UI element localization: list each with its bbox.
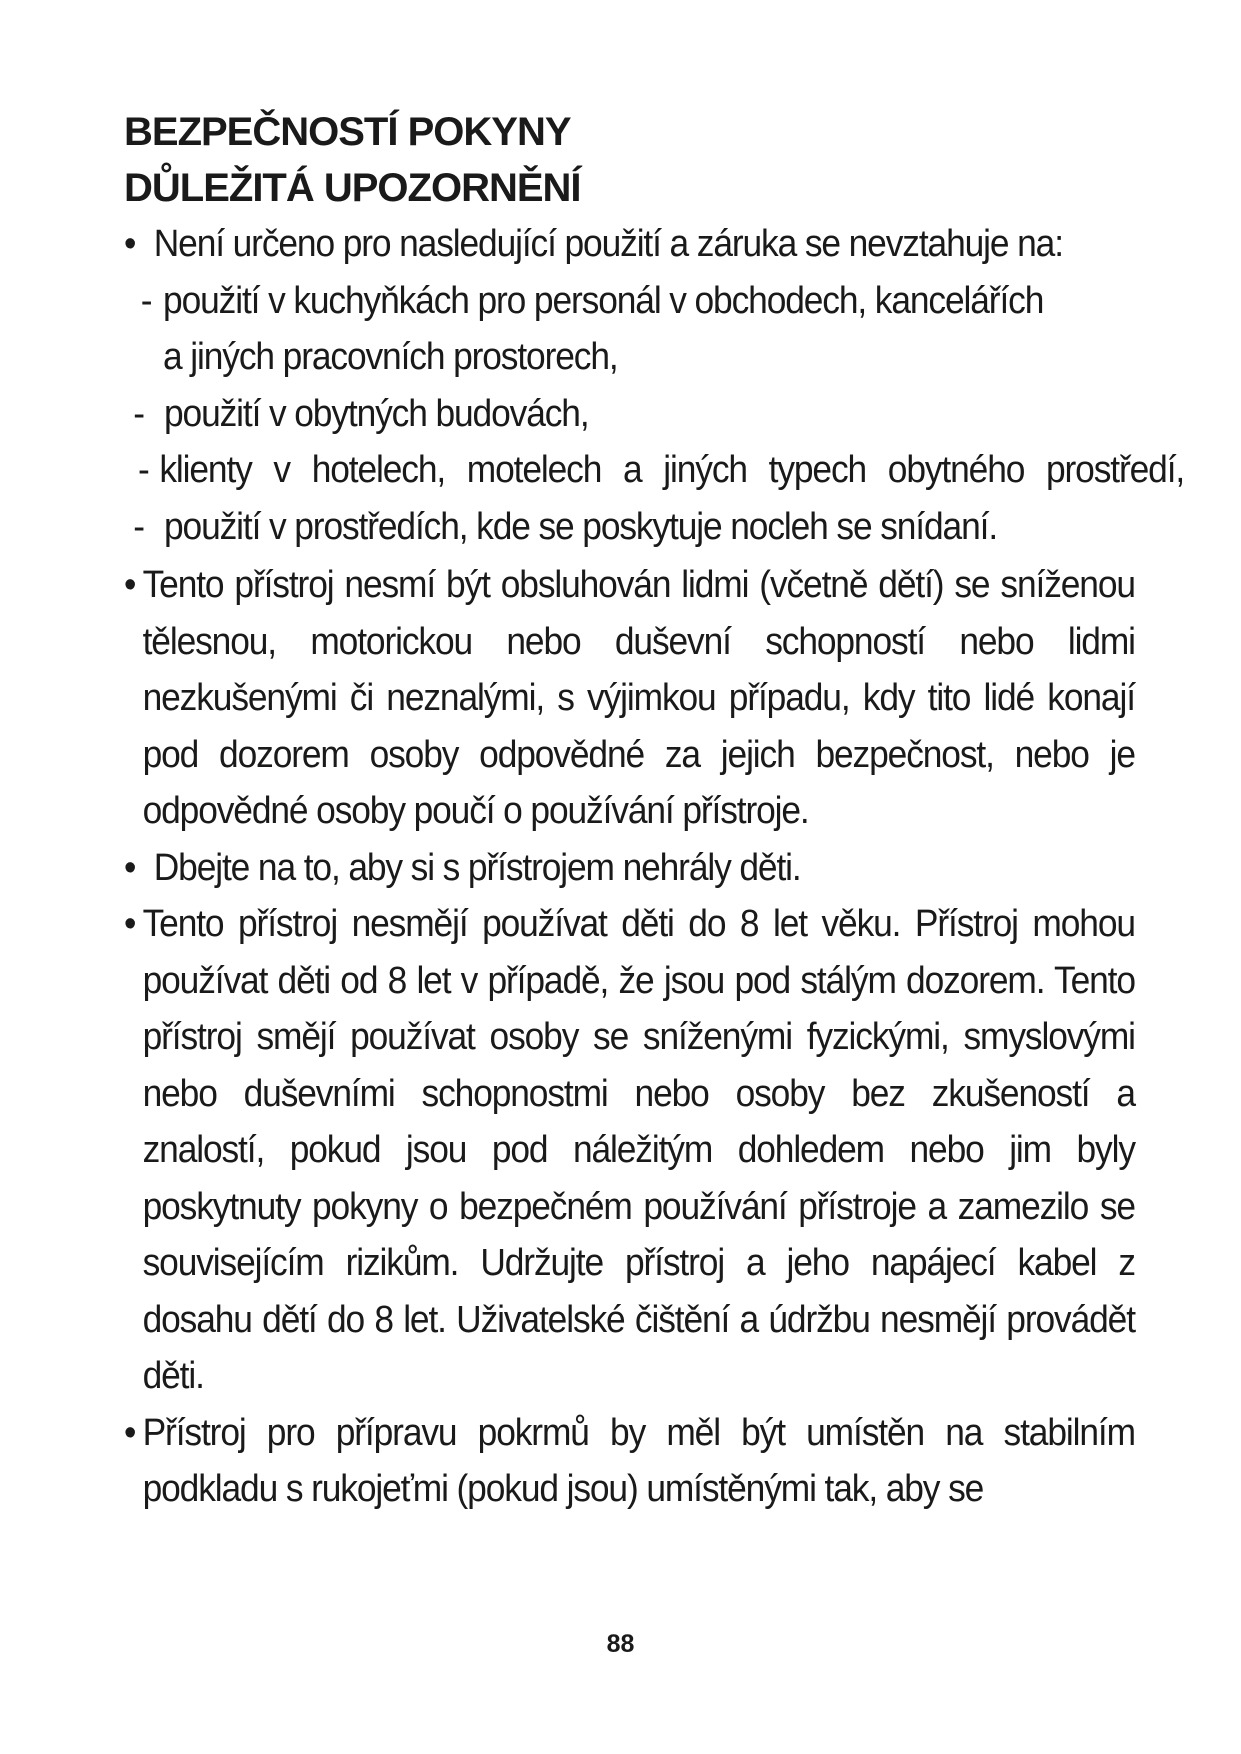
list-item	[124, 896, 1135, 1405]
instructions-list	[124, 216, 1184, 1518]
bullet-icon: •	[124, 223, 136, 265]
list-item	[124, 216, 1083, 273]
content	[124, 104, 1184, 1518]
sub-list-item-text: použití v kuchyňkách pro personál v obchodech, kancelářích a jiných pracovních prostorech,	[163, 279, 1044, 378]
dash-icon: -	[133, 392, 144, 435]
dash-icon: -	[133, 505, 144, 548]
list-item-text: Přístroj pro přípravu pokrmů by měl být umístěn na stabilním podkladu s rukojeťmi (pokud jsou) umístěnými tak, aby se	[142, 1411, 1135, 1510]
heading-important-notices: DŮLEŽITÁ UPOZORNĚNÍ	[124, 166, 581, 210]
list-item-text: Není určeno pro nasledující použití a záruka se nevztahuje na:	[153, 223, 1063, 265]
list-item	[124, 840, 1135, 897]
bullet-icon: •	[124, 846, 136, 889]
heading-safety-instructions: BEZPEČNOSTÍ POKYNY	[124, 110, 571, 154]
sub-list-item-text: použití v prostředích, kde se poskytuje nocleh se snídaní.	[163, 505, 998, 548]
sub-list-item-text: použití v obytných budovách,	[163, 392, 589, 435]
sub-list-item	[124, 273, 1184, 386]
dash-icon: -	[140, 279, 152, 322]
sub-list-item	[124, 499, 1184, 556]
bullet-icon: •	[124, 564, 136, 606]
sub-list-item	[124, 442, 1184, 499]
bullet-icon: •	[124, 903, 136, 945]
sub-list-item-text: klienty v hotelech, motelech a jiných typech obytného prostředí,	[159, 449, 1185, 491]
page-number: 88	[606, 1630, 635, 1658]
list-item-text: Dbejte na to, aby si s přístrojem nehrály děti.	[153, 846, 801, 889]
list-item	[124, 1405, 1135, 1518]
list-item	[124, 557, 1135, 840]
bullet-icon: •	[124, 1411, 136, 1454]
sub-list-item	[124, 386, 1184, 443]
list-item-text: Tento přístroj nesmí být obsluhován lidmi (včetně dětí) se sníženou tělesnou, motorickou nebo duševní schopností nebo lidmi nezkušenými či neznalými, s výjimkou případu, kdy tito lidé konají pod dozorem osoby odpovědné za jejich bezpečnost, nebo je odpovědné osoby poučí o používání přístroje.	[142, 564, 1135, 832]
list-item-text: Tento přístroj nesmějí používat děti do 8 let věku. Přístroj mohou používat děti od 8 let v případě, že jsou pod stálým dozorem. Tento přístroj smějí používat osoby se sníženými fyzickými, smyslovými nebo duševními schopnostmi nebo osoby bez zkušeností a znalostí, pokud jsou pod náležitým dohledem nebo jim byly poskytnuty pokyny o bezpečném používání přístroje a zamezilo se souvisejícím rizikům. Udržujte přístroj a jeho napájecí kabel z dosahu dětí do 8 let. Uživatelské čištění a údržbu nesmějí provádět děti.	[142, 903, 1135, 1397]
dash-icon: -	[137, 449, 149, 491]
